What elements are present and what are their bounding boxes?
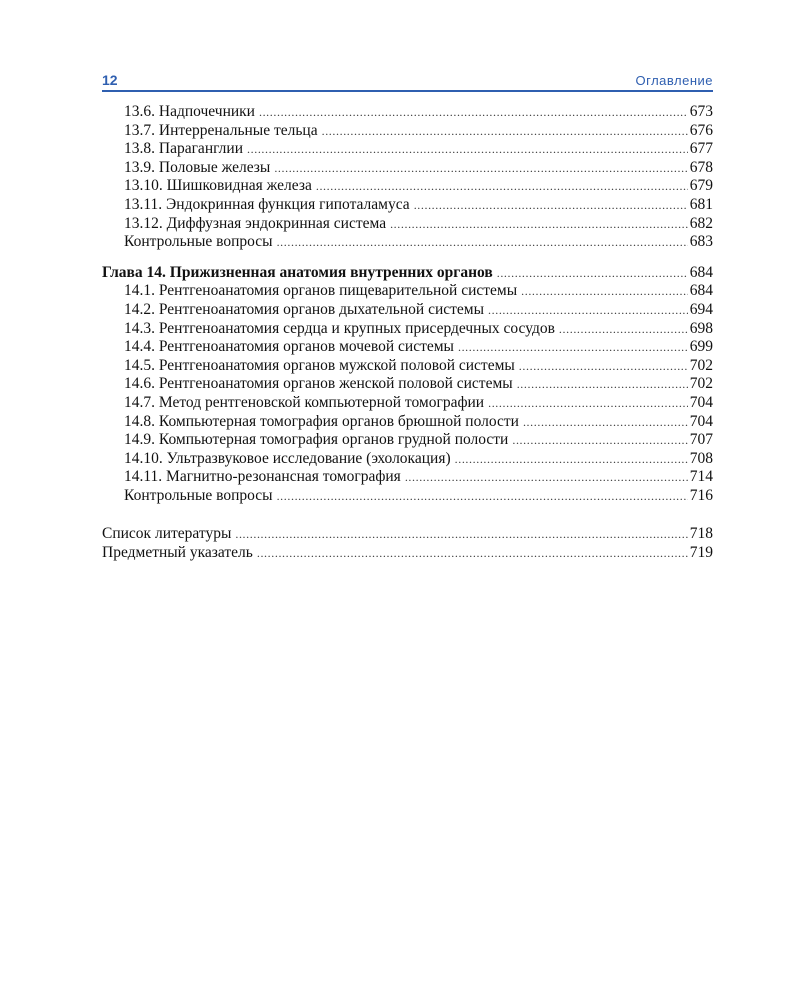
- toc-entry-page: 702: [689, 356, 713, 374]
- toc-entry[interactable]: [102, 159, 713, 178]
- dot-leader: [497, 264, 688, 283]
- toc-entry-title: 13.10. Шишковидная железа: [124, 177, 312, 195]
- toc-entry-title: 13.9. Половые железы: [124, 158, 271, 176]
- dot-leader: [274, 159, 687, 178]
- dot-leader: [390, 215, 688, 234]
- dot-leader: [455, 450, 688, 469]
- toc-chapter-title: Глава 14. Прижизненная анатомия внутренних органов: [102, 263, 493, 281]
- toc-entry-page: 684: [689, 282, 713, 300]
- toc-entry-title: Список литературы: [102, 525, 232, 543]
- toc-entry-title: 14.8. Компьютерная томография органов брюшной полости: [124, 412, 519, 430]
- toc-entry[interactable]: [102, 468, 713, 487]
- toc-entry-title: 13.12. Диффузная эндокринная система: [124, 214, 387, 232]
- header-rule: [102, 90, 713, 92]
- toc-entry-title: 14.6. Рентгеноанатомия органов женской половой системы: [124, 375, 513, 393]
- toc-entry-title: 14.9. Компьютерная томография органов грудной полости: [124, 431, 509, 449]
- dot-leader: [488, 301, 688, 320]
- dot-leader: [277, 487, 688, 506]
- toc-entry[interactable]: [102, 357, 713, 376]
- toc-entry-title: 13.7. Интерренальные тельца: [124, 121, 318, 139]
- dot-leader: [517, 375, 688, 394]
- toc-entry[interactable]: [102, 394, 713, 413]
- toc-entry-page: 704: [689, 393, 713, 411]
- toc-entry-title: 14.7. Метод рентгеновской компьютерной томографии: [124, 393, 485, 411]
- toc-entry-title: 13.8. Параганглии: [124, 140, 244, 158]
- toc-entry[interactable]: [102, 177, 713, 196]
- toc-entry-page: 719: [689, 544, 713, 562]
- toc-backmatter-entry[interactable]: [102, 544, 713, 563]
- toc-entry-page: 707: [689, 431, 713, 449]
- toc-entry-title: 14.1. Рентгеноанатомия органов пищеварительной системы: [124, 282, 518, 300]
- page-header: [102, 72, 713, 90]
- spacer: [102, 505, 713, 525]
- toc-entry-page: 694: [689, 300, 713, 318]
- toc-entry-title: 14.10. Ультразвуковое исследование (эхолокация): [124, 449, 451, 467]
- toc-entry-page: 677: [689, 140, 713, 158]
- dot-leader: [405, 468, 688, 487]
- toc-entry-page: 679: [689, 177, 713, 195]
- dot-leader: [259, 103, 688, 122]
- toc-entry-page: 683: [689, 233, 713, 251]
- toc-entry-page: 673: [689, 103, 713, 120]
- dot-leader: [519, 357, 688, 376]
- dot-leader: [512, 431, 687, 450]
- toc-entry-page: 676: [689, 121, 713, 139]
- dot-leader: [316, 177, 688, 196]
- dot-leader: [247, 140, 688, 159]
- toc-entry-page: 682: [689, 214, 713, 232]
- dot-leader: [277, 233, 688, 252]
- toc-entry[interactable]: [102, 282, 713, 301]
- toc-entry-page: 684: [689, 263, 713, 281]
- toc-entry-page: 681: [689, 195, 713, 213]
- toc-entry[interactable]: [102, 301, 713, 320]
- dot-leader: [523, 413, 688, 432]
- running-title: Оглавление: [635, 73, 713, 88]
- toc-entry[interactable]: [102, 413, 713, 432]
- toc-entry-page: 702: [689, 375, 713, 393]
- toc-entry-title: Контрольные вопросы: [124, 233, 273, 251]
- toc-entry[interactable]: [102, 140, 713, 159]
- dot-leader: [257, 544, 688, 563]
- dot-leader: [559, 320, 688, 339]
- toc-entry-title: 14.4. Рентгеноанатомия органов мочевой системы: [124, 338, 454, 356]
- toc-entry[interactable]: [102, 215, 713, 234]
- toc-entry-title: Контрольные вопросы: [124, 486, 273, 504]
- toc-backmatter-entry[interactable]: [102, 525, 713, 544]
- toc-entry-page: 714: [689, 468, 713, 486]
- toc-entry-page: 699: [689, 338, 713, 356]
- toc-entry[interactable]: [102, 233, 713, 252]
- toc-entry-page: 716: [689, 486, 713, 504]
- toc-entry[interactable]: [102, 122, 713, 141]
- table-of-contents: [102, 103, 713, 563]
- toc-entry-title: 14.11. Магнитно-резонансная томография: [124, 468, 401, 486]
- toc-entry[interactable]: [102, 338, 713, 357]
- toc-entry-page: 708: [689, 449, 713, 467]
- toc-entry-title: 14.3. Рентгеноанатомия сердца и крупных присердечных сосудов: [124, 319, 555, 337]
- dot-leader: [235, 525, 687, 544]
- toc-entry-page: 698: [689, 319, 713, 337]
- toc-entry-title: Предметный указатель: [102, 544, 253, 562]
- toc-chapter-entry[interactable]: [102, 264, 713, 283]
- dot-leader: [521, 282, 688, 301]
- dot-leader: [414, 196, 688, 215]
- toc-entry[interactable]: [102, 375, 713, 394]
- toc-entry-title: 13.6. Надпочечники: [124, 103, 255, 120]
- toc-entry[interactable]: [102, 196, 713, 215]
- toc-entry[interactable]: [102, 450, 713, 469]
- dot-leader: [488, 394, 688, 413]
- toc-entry[interactable]: [102, 431, 713, 450]
- dot-leader: [322, 122, 688, 141]
- toc-entry[interactable]: [102, 103, 713, 122]
- dot-leader: [458, 338, 688, 357]
- toc-entry-title: 14.5. Рентгеноанатомия органов мужской половой системы: [124, 356, 515, 374]
- toc-entry-title: 13.11. Эндокринная функция гипоталамуса: [124, 195, 410, 213]
- toc-entry-page: 718: [689, 525, 713, 543]
- page-number: 12: [102, 72, 118, 88]
- toc-entry[interactable]: [102, 320, 713, 339]
- toc-entry-page: 678: [689, 158, 713, 176]
- toc-entry[interactable]: [102, 487, 713, 506]
- spacer: [102, 252, 713, 264]
- toc-entry-page: 704: [689, 412, 713, 430]
- toc-entry-title: 14.2. Рентгеноанатомия органов дыхательной системы: [124, 300, 485, 318]
